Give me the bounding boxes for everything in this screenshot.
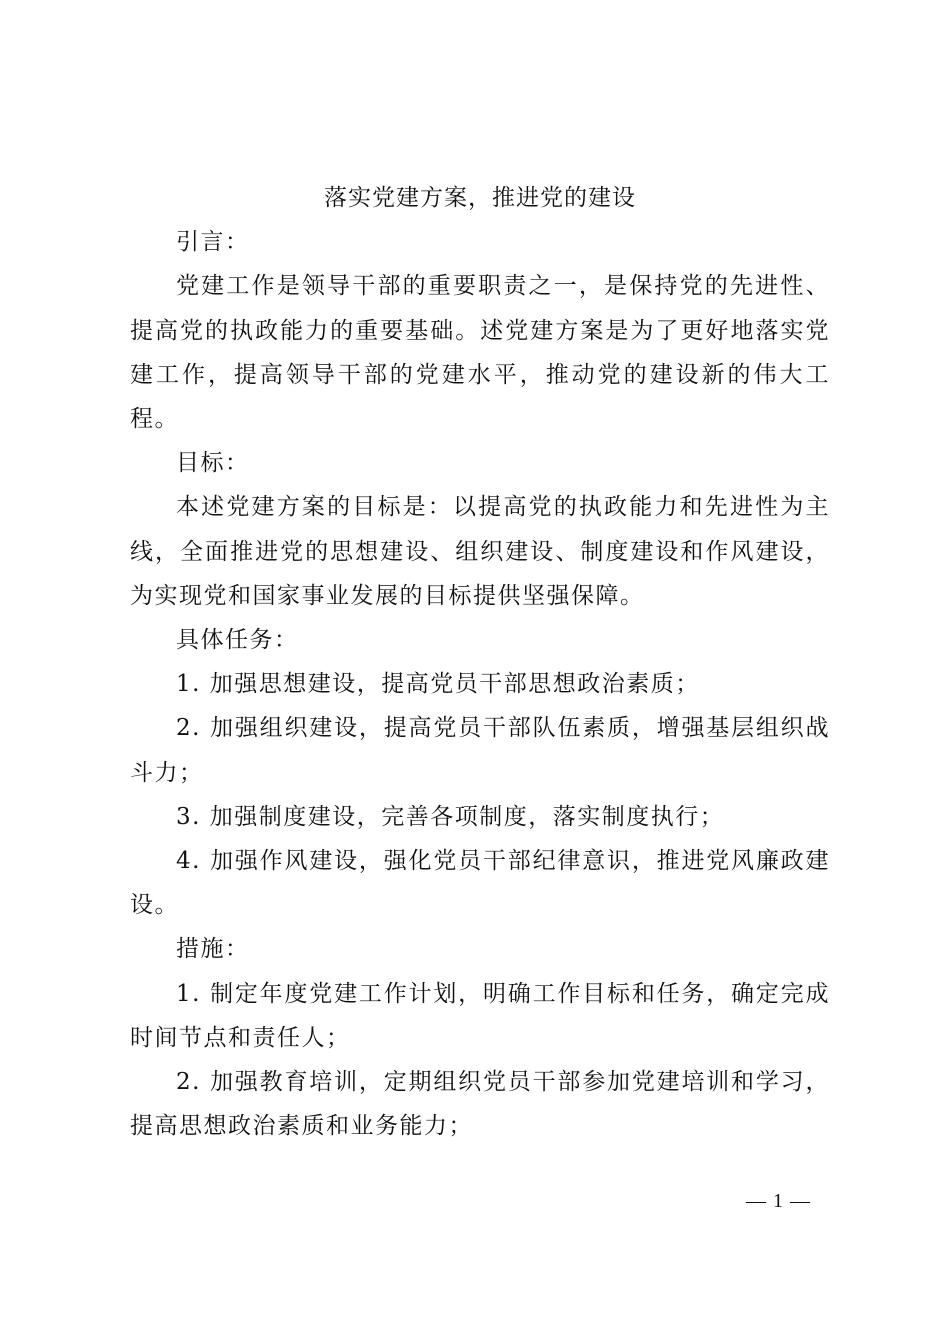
paragraph-tasks-heading: 具体任务：: [176, 627, 299, 654]
document-body: [130, 176, 830, 1148]
paragraph-goal-body: 本述党建方案的目标是：以提高党的执政能力和先进性为主线，全面推进党的思想建设、组织建设、制度建设和作风建设，为实现党和国家事业发展的目标提供坚强保障。: [130, 494, 830, 609]
document-title: 落实党建方案，推进党的建设: [324, 185, 636, 211]
task-item-1: 1. 加强思想建设，提高党员干部思想政治素质；: [176, 671, 700, 698]
measure-item-1: 1. 制定年度党建工作计划，明确工作目标和任务，确定完成时间节点和责任人；: [130, 980, 830, 1051]
paragraph-intro-heading: 引言：: [176, 229, 250, 256]
paragraph-intro-body: 党建工作是领导干部的重要职责之一，是保持党的先进性、提高党的执政能力的重要基础。述党建方案是为了更好地落实党建工作，提高领导干部的党建水平，推动党的建设新的伟大工程。: [130, 273, 830, 433]
paragraph-measures-heading: 措施：: [176, 936, 250, 963]
paragraph-goal-heading: 目标：: [176, 450, 250, 477]
measure-item-2: 2. 加强教育培训，定期组织党员干部参加党建培训和学习，提高思想政治素质和业务能力；: [130, 1069, 830, 1140]
task-item-2: 2. 加强组织建设，提高党员干部队伍素质，增强基层组织战斗力；: [130, 715, 830, 786]
task-item-4: 4. 加强作风建设，强化党员干部纪律意识，推进党风廉政建设。: [130, 848, 830, 919]
page-number: — 1 —: [746, 1190, 811, 1212]
task-item-3: 3. 加强制度建设，完善各项制度，落实制度执行；: [176, 803, 725, 830]
